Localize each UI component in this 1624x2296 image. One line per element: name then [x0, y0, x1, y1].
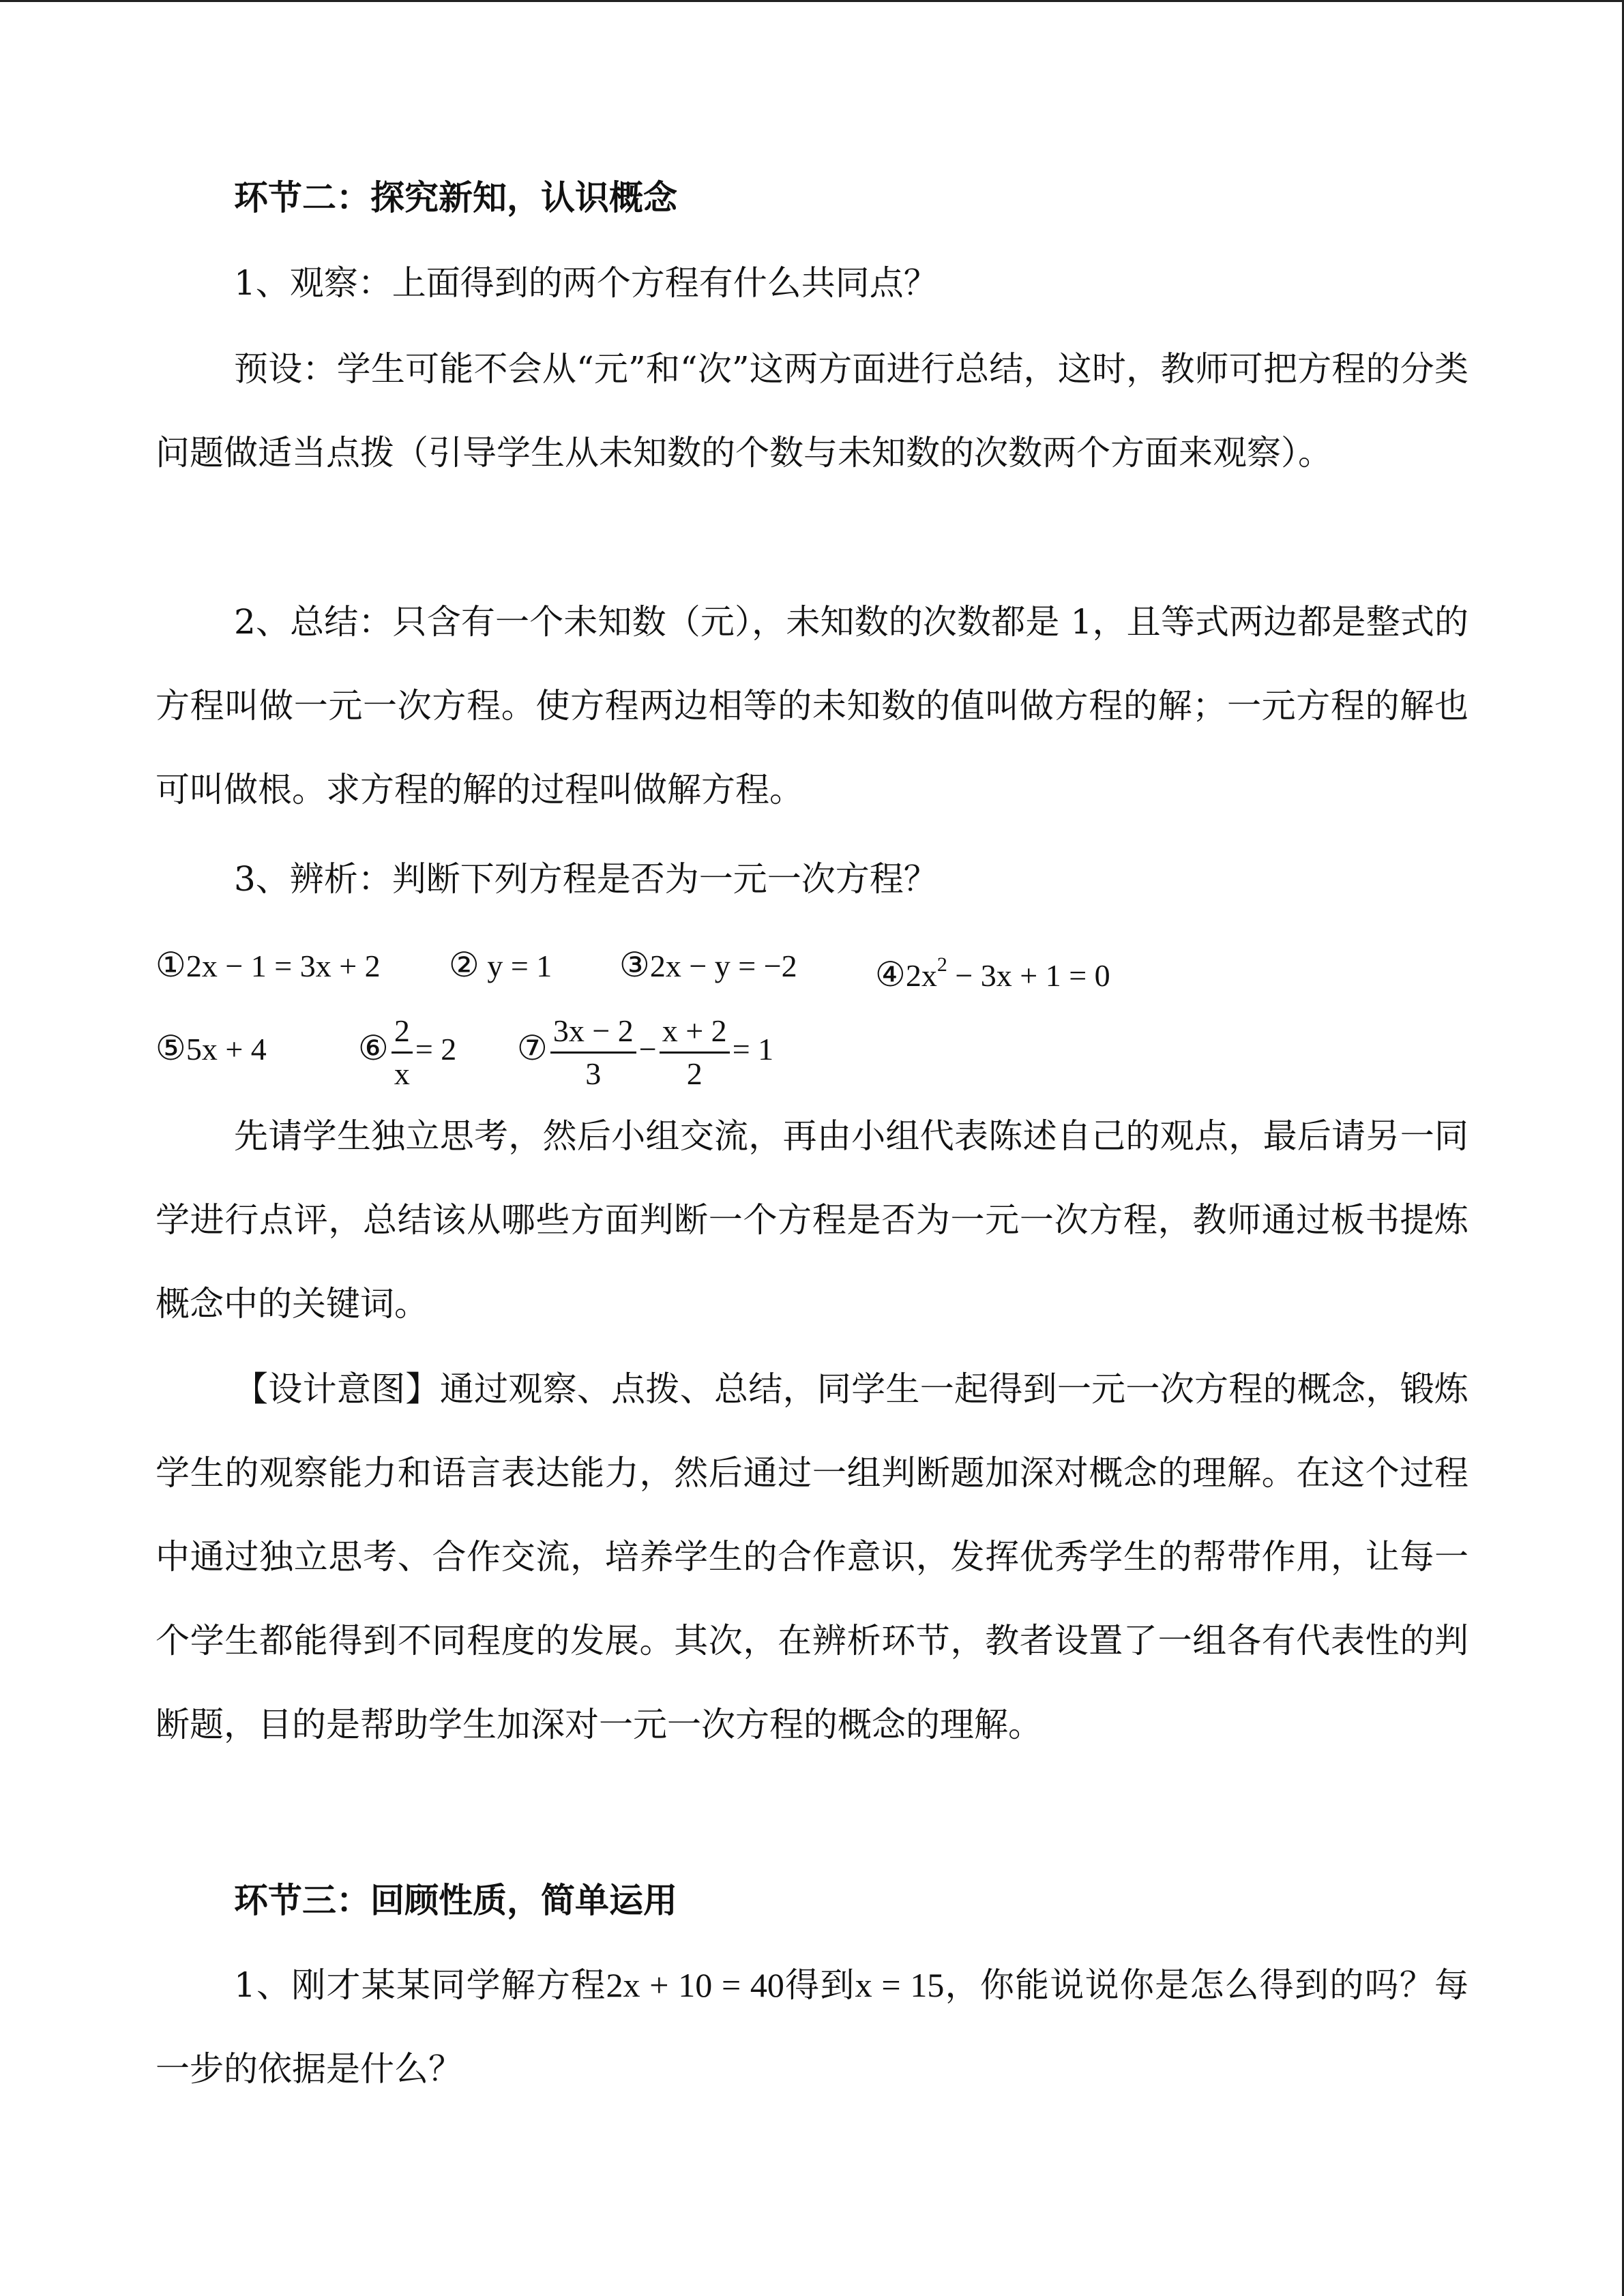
design-intent-paragraph: 【设计意图】通过观察、点拨、总结，同学生一起得到一元一次方程的概念，锻炼学生的观察能力和语言表达能力，然后通过一组判断题加深对概念的理解。在这个过程中通过独立思考、合作交流，培养学生的合作意识，发挥优秀学生的帮带作用，让每一个学生都能得到不同程度的发展。其次，在辨析环节，教者设置了一组各有代表性的判断题，目的是帮助学生加深对一元一次方程的概念的理解。	[156, 1369, 1468, 1744]
equation-4: $④2x^2 - 3x + 1 = 0$	[875, 953, 1110, 994]
equation-5: ⑤5x + 4	[156, 1028, 267, 1068]
equation-row-1	[156, 938, 1468, 992]
summary-paragraph: 2、总结：只含有一个未知数（元），未知数的次数都是 1，且等式两边都是整式的方程叫做一元一次方程。使方程两边相等的未知数的值叫做方程的解；一元方程的解也可叫做根。求方程的解的过程叫做解方程。	[156, 602, 1468, 809]
page-border-top	[0, 0, 1624, 2]
discussion-paragraph: 先请学生独立思考，然后小组交流，再由小组代表陈述自己的观点，最后请另一同学进行点评，总结该从哪些方面判断一个方程是否为一元一次方程，教师通过板书提炼概念中的关键词。	[156, 1116, 1468, 1324]
observe-paragraph: 1、观察：上面得到的两个方程有什么共同点？	[234, 263, 938, 303]
equation-6: ⑥ $\frac{2}{x}$ = 2	[358, 997, 456, 1101]
equation-1: ①2x − 1 = 3x + 2	[156, 945, 381, 985]
judge-paragraph: 3、辨析：判断下列方程是否为一元一次方程？	[234, 859, 938, 899]
section3-heading: 环节三：回顾性质，简单运用	[234, 1880, 677, 1920]
equation-2: ② y = 1	[449, 945, 552, 985]
equation-7: ⑦ $\frac{3x - 2}{3}$ − $\frac{x + 2}{2}$ = 1	[517, 997, 773, 1101]
equation-row-2	[156, 997, 1468, 1099]
preset-paragraph: 预设：学生可能不会从“元”和“次”这两方面进行总结，这时，教师可把方程的分类问题做适当点拨（引导学生从未知数的个数与未知数的次数两个方面来观察）。	[156, 349, 1468, 473]
section2-heading: 环节二：探究新知，认识概念	[234, 177, 677, 218]
equation-3: ③2x − y = −2	[619, 945, 797, 985]
question1-paragraph: 1、刚才某某同学解方程2x + 10 = 40得到x = 15，你能说说你是怎么得到的吗？每一步的依据是什么？	[156, 1965, 1469, 2089]
